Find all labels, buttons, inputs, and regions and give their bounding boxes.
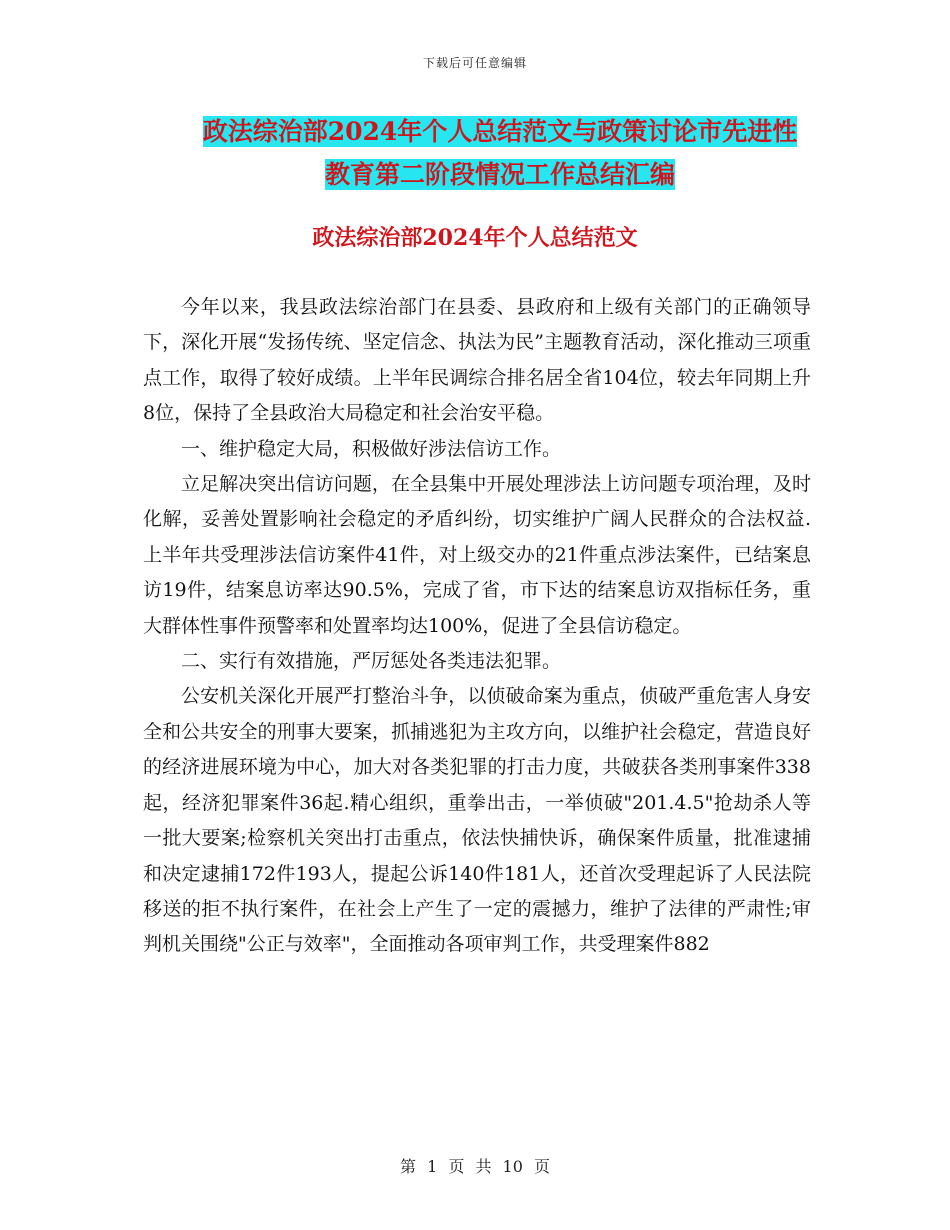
header-note: 下载后可任意编辑 [422,56,527,70]
document-title-line2: 教育第二阶段情况工作总结汇编 [324,160,675,189]
paragraph-intro: 今年以来，我县政法综治部门在县委、县政府和上级有关部门的正确领导下，深化开展“发扬传统、坚定信念、执法为民”主题教育活动，深化推动三项重点工作，取得了较好成绩。上半年民调综合排名居全省104位，较去年同期上升8位，保持了全县政治大局稳定和社会治安平稳。 [143,296,811,425]
paragraph-heading-1: 一、维护稳定大局，积极做好涉法信访工作。 [181,437,562,460]
section-title: 政法综治部2024年个人总结范文 [312,225,638,251]
body-text [143,290,811,963]
page-footer: 第 1 页 共 10 页 [400,1157,550,1176]
paragraph-petitions: 立足解决突出信访问题，在全县集中开展处理涉法上访问题专项治理，及时化解，妥善处置影响社会稳定的矛盾纠纷，切实维护广阔人民群众的合法权益.上半年共受理涉法信访案件41件，对上级交办的21件重点涉法案件，已结案息访19件，结案息访率达90.5%，完成了省，市下达的结案息访双指标任务，重大群体性事件预警率和处置率均达100%，促进了全县信访稳定。 [143,473,811,637]
document-title-line1: 政法综治部2024年个人总结范文与政策讨论市先进性 [202,117,798,146]
paragraph-crime: 公安机关深化开展严打整治斗争，以侦破命案为重点，侦破严重危害人身安全和公共安全的刑事大要案，抓捕逃犯为主攻方向，以维护社会稳定，营造良好的经济进展环境为中心，加大对各类犯罪的打击力度，共破获各类刑事案件338起，经济犯罪案件36起.精心组织，重拳出击，一举侦破"201.4.5"抢劫杀人等一批大要案;检察机关突出打击重点，依法快捕快诉，确保案件质量，批准逮捕和决定逮捕172件193人，提起公诉140件181人，还首次受理起诉了人民法院移送的拒不执行案件，在社会上产生了一定的震撼力，维护了法律的严肃性;审判机关围绕"公正与效率"，全面推动各项审判工作，共受理案件882 [143,685,811,956]
paragraph-heading-2: 二、实行有效措施，严厉惩处各类违法犯罪。 [181,650,562,673]
document-title [140,110,860,196]
